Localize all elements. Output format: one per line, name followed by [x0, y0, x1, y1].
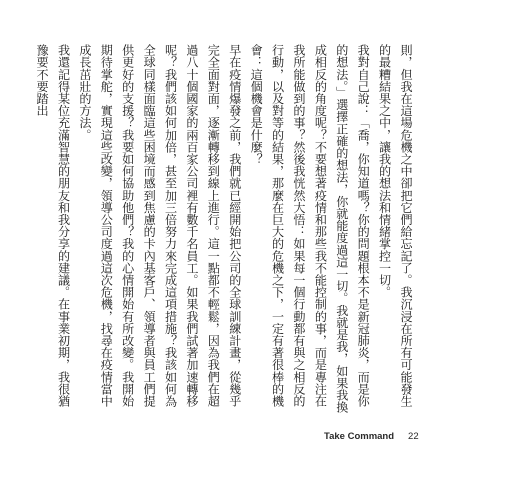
paragraph-1: 則，但我在這場危機之中卻把它們給忘記了。我沉浸在所有可能發生的最糟結果之中，讓我的想法和情緒掌控一切。 [377, 44, 413, 407]
paragraph-4: 我還記得某位充滿智慧的朋友和我分享的建議。在事業初期，我很猶豫要不要踏出 [35, 44, 71, 407]
page-footer [324, 431, 419, 442]
paragraph-2: 我對自己說：「喬，你知道嗎？你的問題根本不是新冠肺炎，而是你的想法。」選擇正確的想法，你就能度過這一切。我就是我，如果我換成相反的角度呢？不要想著疫情和那些我不能控制的事，而是專注在我所能做到的事？然後我恍然大悟：如果每一個行動都有與之相反的行動，以及對等的結果，那麼在巨大的危機之下，一定有著很棒的機會：這個機會是什麼？ [249, 44, 371, 414]
book-title: Take Command [324, 431, 395, 442]
vertical-text-body [31, 44, 416, 416]
paragraph-3: 早在疫情爆發之前，我們就已經開始把公司的全球訓練計畫，從幾乎完全面對面，逐漸轉移到線上進行。這一點都不輕鬆，因為我們在超過八十個國家的兩百家公司裡有數千名員工。如果我們試著加速轉移呢？我們該如何加倍，甚至加三倍努力來完成這項措施？我該如何為全球同樣面臨這些困境而感到焦慮的卡內基客戶、領導者與員工們提供更好的支援？我要如何協助他們？我的心情開始有所改變。我開始期待掌舵，實現這些改變，領導公司度過這次危機，找尋在疫情當中成長茁壯的方法。 [77, 44, 242, 407]
page-number: 22 [408, 431, 419, 442]
